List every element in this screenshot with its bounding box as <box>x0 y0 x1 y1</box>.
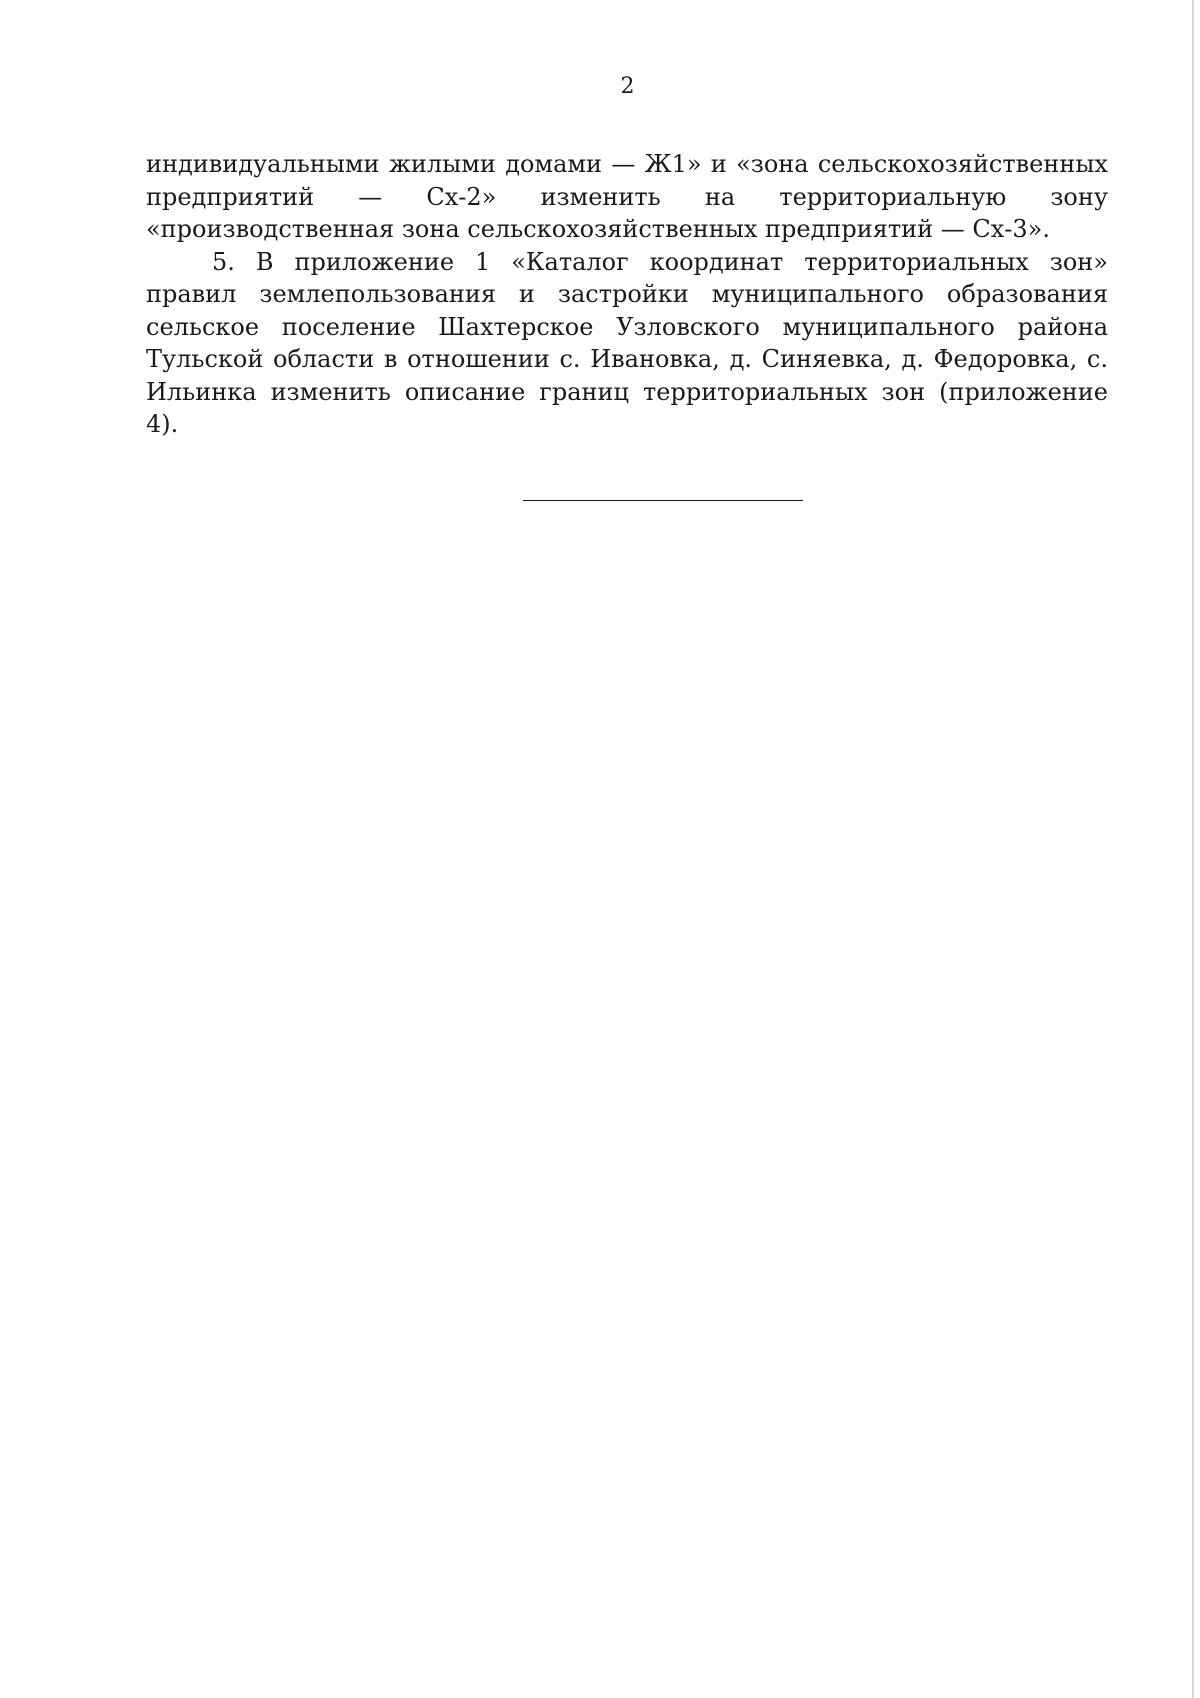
page-number: 2 <box>620 74 635 99</box>
paragraph-continuation: индивидуальными жилыми домами — Ж1» и «зона сельскохозяйственных предприятий — Сх-2» изменить на территориальную зону «производственная зона сельскохозяйственных предприятий — Сх-3». <box>146 150 1108 243</box>
paragraph-item-5: 5. В приложение 1 «Каталог координат территориальных зон» правил землепользования и застройки муниципального образования сельское поселение Шахтерское Узловского муниципального района Тульской области в отношении с. Ивановка, д. Синяевка, д. Федоровка, с. Ильинка изменить описание границ территориальных зон (приложение 4). <box>146 247 1108 438</box>
scan-page-edge <box>1192 0 1194 1698</box>
closing-separator-line <box>523 500 803 501</box>
document-body <box>146 148 1108 441</box>
